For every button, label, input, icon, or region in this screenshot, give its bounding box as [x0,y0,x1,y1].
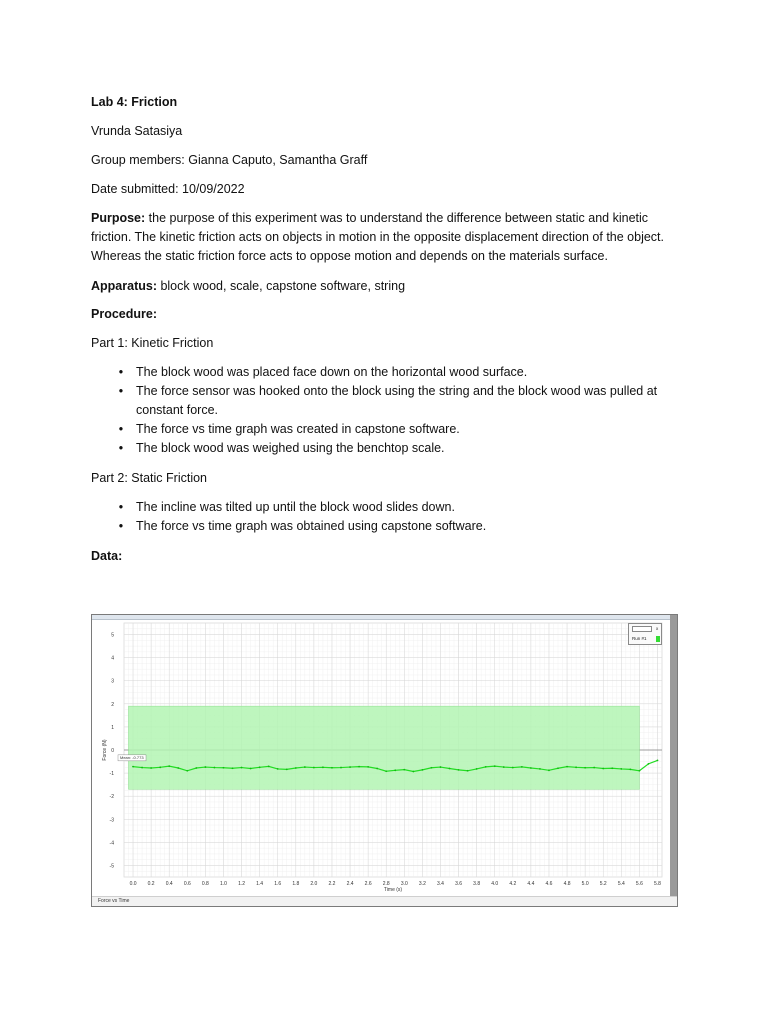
graph-footer [92,896,677,906]
y-tick-label: 3 [111,678,114,685]
data-point [394,769,396,771]
data-point [132,766,134,768]
x-tick-label: 5.6 [635,881,643,887]
y-tick-label: 4 [111,655,114,662]
data-point [385,770,387,772]
y-axis-title: Force (N) [102,739,108,761]
data-point [159,766,161,768]
lab-title: Lab 4: Friction [91,95,178,109]
data-point [512,767,514,769]
x-tick-label: 4.6 [545,881,553,887]
data-point [566,766,568,768]
y-tick-label: -2 [109,794,114,801]
x-tick-label: 1.0 [219,881,227,887]
data-point [403,769,405,771]
apparatus-paragraph [91,277,681,296]
data-point [476,768,478,770]
procedure-heading: Procedure: [91,307,157,321]
list-item-text: The block wood was weighed using the benchtop scale. [136,441,445,455]
data-point [340,767,342,769]
x-tick-label: 1.2 [238,881,246,887]
data-point [349,766,351,768]
data-point [494,765,496,767]
x-tick-label: 0.6 [183,881,191,887]
data-point [331,767,333,769]
purpose-text: the purpose of this experiment was to understand the difference between static and kinetic friction. The kinetic friction acts on objects in motion in the opposite displacement direction of the object. Whereas the static friction force acts to oppose motion and depends on the materials surface. [91,211,664,263]
data-heading: Data: [91,549,123,563]
data-point [241,767,243,769]
bullet-icon: • [118,441,124,455]
x-tick-label: 4.2 [509,881,517,887]
data-point [629,768,631,770]
apparatus-text: block wood, scale, capstone software, string [156,279,406,293]
list-item [91,363,681,382]
data-point [358,766,360,768]
data-point [168,765,170,767]
y-tick-label: -3 [109,817,114,824]
list-item-text: The force vs time graph was obtained using capstone software. [136,519,487,533]
data-point [584,767,586,769]
data-point [141,767,143,769]
data-point [177,767,179,769]
x-tick-label: 4.4 [527,881,535,887]
data-point [223,767,225,769]
x-tick-label: 2.4 [346,881,354,887]
legend-run-label: Run #1 [632,636,647,641]
part1-heading: Part 1: Kinetic Friction [91,336,214,350]
data-point [204,766,206,768]
x-tick-label: 5.0 [581,881,589,887]
bullet-icon: • [118,500,124,514]
data-point [268,765,270,767]
data-point [485,766,487,768]
data-point [557,767,559,769]
y-tick-label: 2 [111,701,114,708]
part2-heading: Part 2: Static Friction [91,471,208,485]
part1-steps-list [91,363,681,458]
data-point [195,767,197,769]
date-submitted: Date submitted: 10/09/2022 [91,182,245,196]
data-point [376,768,378,770]
x-tick-label: 3.0 [400,881,408,887]
legend-swatch [632,626,652,632]
chart-svg [92,615,672,899]
graph-footer-label: Force vs Time [98,898,130,904]
y-tick-label: 0 [111,748,114,754]
data-point [232,767,234,769]
data-point [657,759,659,761]
data-point [259,766,261,768]
data-point [286,768,288,770]
force-vs-time-graph [91,614,678,907]
data-point [322,766,324,768]
apparatus-label: Apparatus: [91,279,157,293]
x-tick-label: 3.6 [455,881,463,887]
group-members: Group members: Gianna Caputo, Samantha Graff [91,153,368,167]
list-item [91,498,681,517]
data-point [458,769,460,771]
x-tick-label: 0.8 [201,881,209,887]
x-tick-label: 4.0 [491,881,499,887]
data-point [539,768,541,770]
data-point [440,766,442,768]
data-point [250,768,252,770]
data-point [530,767,532,769]
x-tick-label: 2.2 [328,881,336,887]
data-point [150,767,152,769]
x-tick-label: 1.8 [292,881,300,887]
x-tick-label: 2.0 [310,881,318,887]
data-point [548,769,550,771]
y-tick-label: 5 [111,632,114,639]
bullet-icon: • [118,422,124,436]
data-point [421,769,423,771]
data-point [304,766,306,768]
purpose-paragraph [91,209,681,266]
purpose-label: Purpose: [91,211,146,225]
x-axis-title: Time (s) [383,887,403,893]
legend [628,623,662,645]
data-point [611,767,613,769]
data-point [295,767,297,769]
data-point [412,771,414,773]
data-point [313,767,315,769]
x-tick-label: 0.2 [147,881,155,887]
y-tick-label: -5 [109,863,114,870]
data-point [521,766,523,768]
bullet-icon: • [118,384,124,398]
data-point [367,766,369,768]
legend-series-color [656,636,660,642]
list-item [91,517,681,536]
data-point [503,766,505,768]
data-point [449,768,451,770]
list-item-text: The block wood was placed face down on the horizontal wood surface. [136,365,528,379]
data-point [620,768,622,770]
list-item-text: The force vs time graph was created in capstone software. [136,422,460,436]
list-item-text: The incline was tilted up until the block wood slides down. [136,500,455,514]
data-point [575,766,577,768]
data-point [602,768,604,770]
x-tick-label: 0.0 [129,881,137,887]
x-tick-label: 1.6 [274,881,282,887]
x-tick-label: 5.8 [654,881,661,887]
data-point [467,770,469,772]
x-tick-label: 2.6 [364,881,372,887]
list-item [91,382,681,420]
x-tick-label: 3.2 [418,881,426,887]
list-item [91,439,681,458]
x-tick-label: 3.8 [473,881,481,887]
data-point [638,770,640,772]
bullet-icon: • [118,519,124,533]
graph-right-strip [670,615,677,906]
x-tick-label: 5.2 [599,881,607,887]
data-point [593,767,595,769]
data-point [186,770,188,772]
legend-close-label: x [656,626,659,631]
selection-region [129,706,640,789]
mean-label: Mean: -0.773 [120,755,144,761]
x-tick-label: 0.4 [165,881,173,887]
x-tick-label: 5.4 [617,881,625,887]
y-tick-label: -4 [109,840,114,847]
x-tick-label: 3.4 [436,881,444,887]
data-point [648,763,650,765]
y-tick-label: -1 [109,771,114,778]
y-tick-label: 1 [111,724,114,731]
x-tick-label: 1.4 [256,881,264,887]
data-point [214,767,216,769]
x-tick-label: 2.8 [382,881,390,887]
list-item-text: The force sensor was hooked onto the block using the string and the block wood was pulled at constant force. [136,384,658,417]
part2-steps-list [91,498,681,536]
bullet-icon: • [118,365,124,379]
data-point [431,767,433,769]
list-item [91,420,681,439]
author-name: Vrunda Satasiya [91,124,183,138]
x-tick-label: 4.8 [563,881,571,887]
data-point [277,768,279,770]
